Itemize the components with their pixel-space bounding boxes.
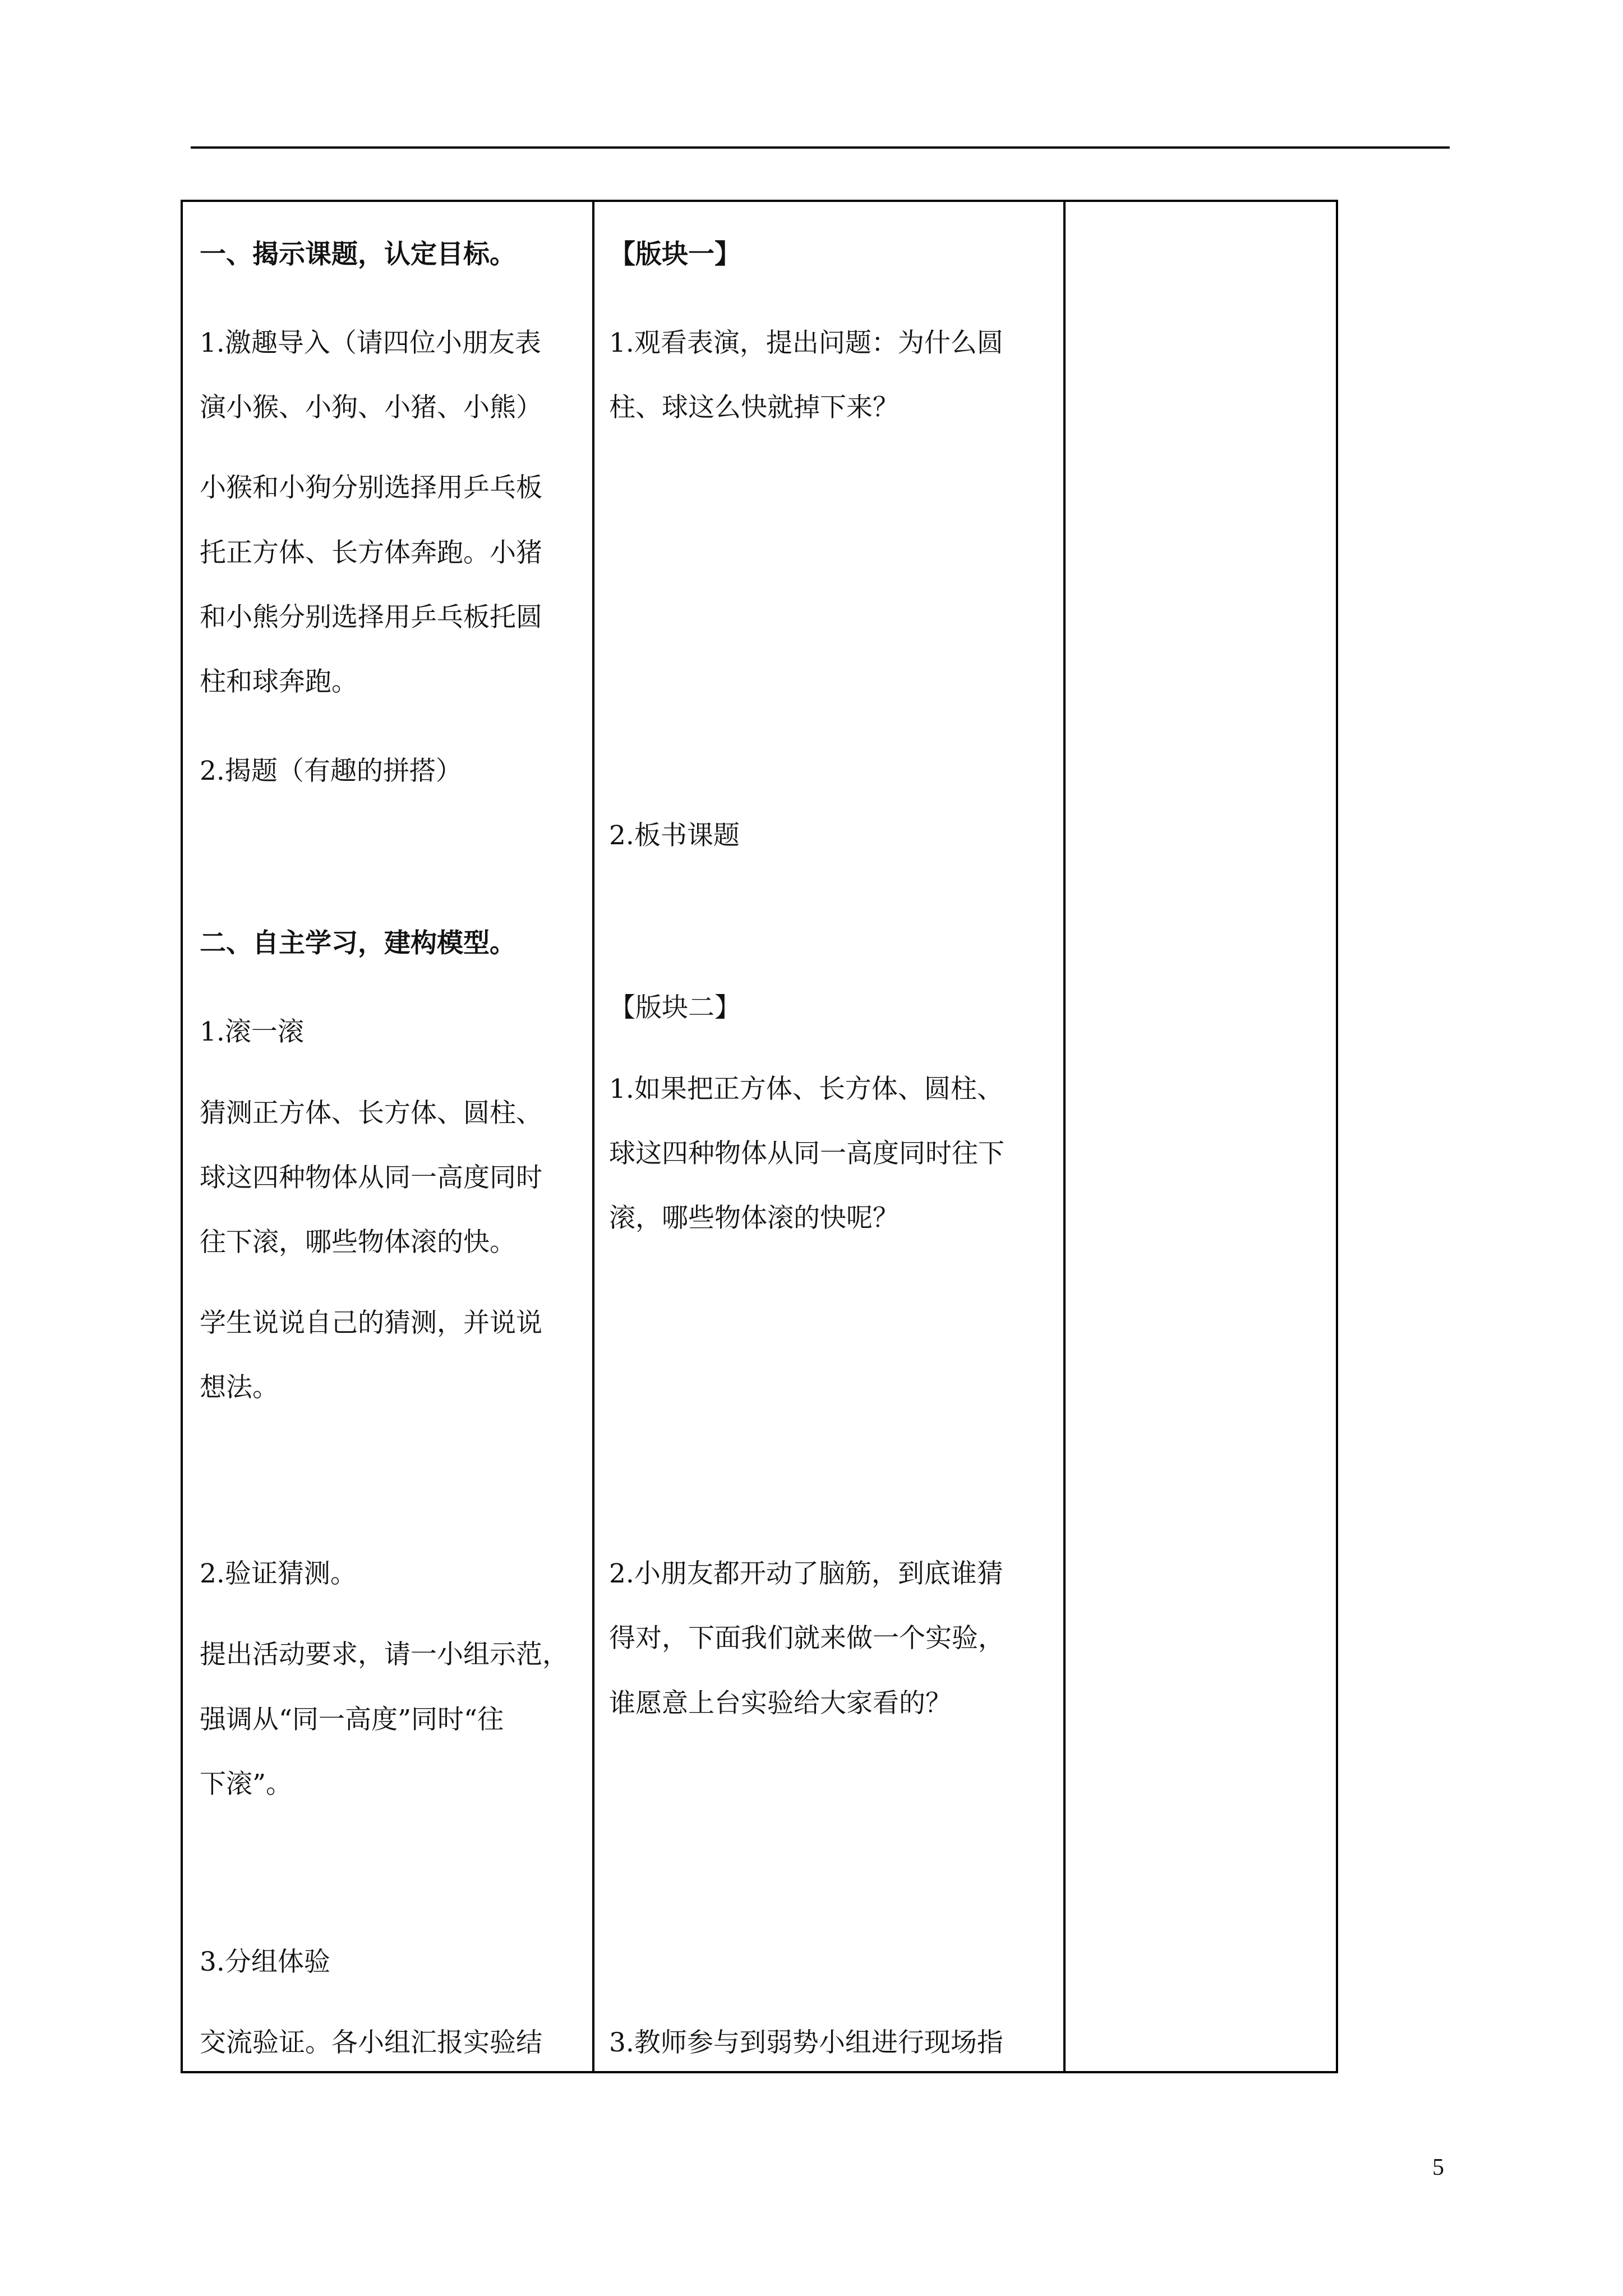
page-number: 5 (1432, 2155, 1444, 2180)
left-line: 学生说说自己的猜测，并说说 (200, 1308, 542, 1338)
left-line: 交流验证。各小组汇报实验结 (200, 2027, 542, 2058)
block-label-2: 【版块二】 (609, 992, 741, 1023)
block-label-1: 【版块一】 (609, 239, 741, 270)
middle-line: 3.教师参与到弱势小组进行现场指 (609, 2027, 1003, 2058)
left-line: 柱和球奔跑。 (200, 666, 358, 697)
middle-line: 1.如果把正方体、长方体、圆柱、 (609, 1074, 1003, 1105)
middle-line: 滚，哪些物体滚的快呢？ (609, 1203, 899, 1234)
left-line: 猜测正方体、长方体、圆柱、 (200, 1098, 542, 1129)
left-line: 下滚”。 (200, 1769, 293, 1800)
left-line: 小猴和小狗分别选择用乒乓板 (200, 472, 542, 503)
column-divider-1 (592, 202, 594, 2071)
header-rule (191, 146, 1450, 149)
column-divider-2 (1063, 202, 1066, 2071)
middle-line: 得对，下面我们就来做一个实验， (609, 1623, 1004, 1654)
left-line: 3.分组体验 (200, 1947, 330, 1977)
left-line: 想法。 (200, 1372, 279, 1403)
section-title-1: 一、揭示课题，认定目标。 (200, 239, 516, 270)
lesson-plan-table (181, 200, 1338, 2073)
left-line: 1.激趣导入（请四位小朋友表 (200, 328, 541, 358)
middle-line: 谁愿意上台实验给大家看的？ (609, 1688, 952, 1719)
left-line: 2.验证猜测。 (200, 1558, 357, 1589)
middle-line: 1.观看表演，提出问题：为什么圆 (609, 328, 1003, 358)
left-line: 提出活动要求，请一小组示范， (200, 1639, 569, 1670)
middle-line: 柱、球这么快就掉下来？ (609, 392, 899, 423)
left-line: 强调从“同一高度”同时“往 (200, 1704, 504, 1735)
left-line: 1.滚一滚 (200, 1016, 304, 1047)
left-line: 球这四种物体从同一高度同时 (200, 1162, 542, 1193)
left-line: 2.揭题（有趣的拼搭） (200, 756, 462, 786)
middle-line: 2.小朋友都开动了脑筋，到底谁猜 (609, 1558, 1003, 1589)
left-line: 演小猴、小狗、小猪、小熊） (200, 392, 542, 423)
middle-line: 2.板书课题 (609, 820, 740, 851)
left-line: 托正方体、长方体奔跑。小猪 (200, 537, 542, 568)
section-title-2: 二、自主学习，建构模型。 (200, 928, 516, 959)
left-line: 和小熊分别选择用乒乓板托圆 (200, 602, 542, 633)
middle-line: 球这四种物体从同一高度同时往下 (609, 1138, 1004, 1169)
left-line: 往下滚，哪些物体滚的快。 (200, 1227, 516, 1258)
